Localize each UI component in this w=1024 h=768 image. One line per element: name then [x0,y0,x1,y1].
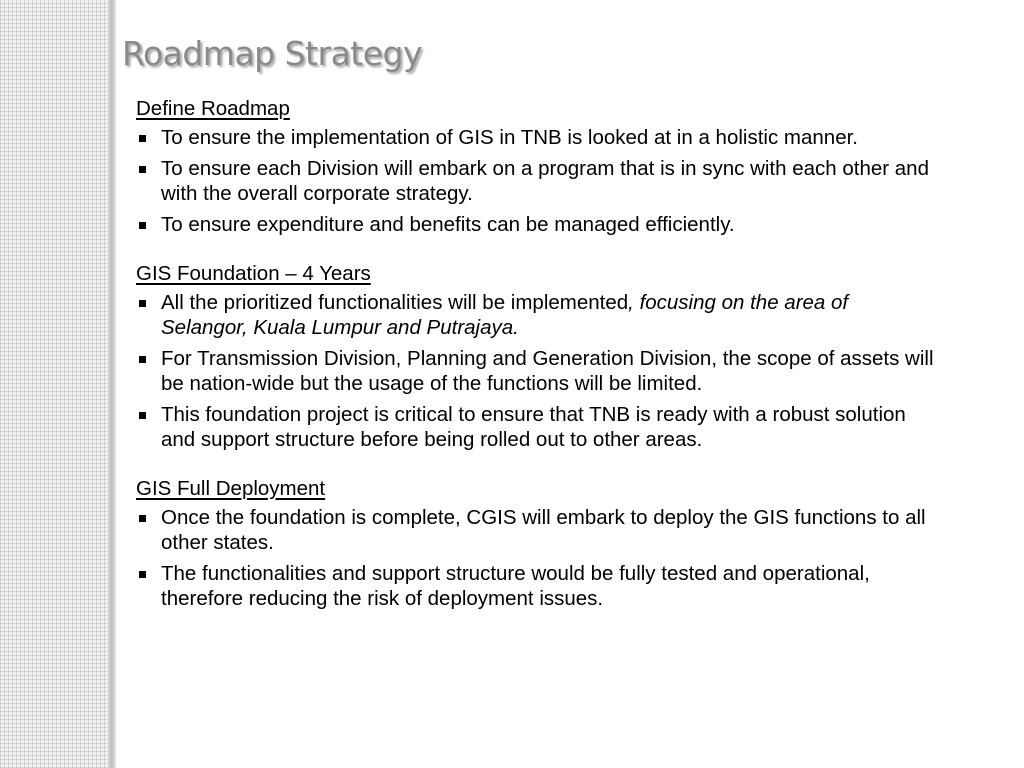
bullet-item [136,561,936,611]
decorative-grid-strip [0,0,110,768]
bullet-text: All the prioritized functionalities will be implemented [161,291,629,314]
bullet-list [136,290,936,452]
section-heading: Define Roadmap [136,97,290,120]
bullet-text: To ensure each Division will embark on a program that is in sync with each other and with the overall corporate strategy. [161,157,929,205]
bullet-list [136,125,936,237]
section-define-roadmap [136,96,936,237]
bullet-item [136,402,936,452]
bullet-item [136,346,936,396]
section-gis-foundation [136,261,936,452]
slide-title: Roadmap Strategy [122,34,423,73]
bullet-text: To ensure expenditure and benefits can be managed efficiently. [161,213,735,236]
bullet-item [136,212,936,237]
section-heading: GIS Foundation – 4 Years [136,262,371,285]
bullet-text: Once the foundation is complete, CGIS will embark to deploy the GIS functions to all other states. [161,506,926,554]
slide-body [136,96,936,617]
bullet-text: For Transmission Division, Planning and Generation Division, the scope of assets will be nation-wide but the usage of the functions will be limited. [161,347,934,395]
bullet-text: The functionalities and support structure would be fully tested and operational, therefore reducing the risk of deployment issues. [161,562,870,610]
bullet-list [136,505,936,611]
bullet-item [136,290,936,340]
bullet-text: To ensure the implementation of GIS in TNB is looked at in a holistic manner. [161,126,858,149]
decorative-strip-edge [108,0,116,768]
bullet-item [136,125,936,150]
bullet-italic-text: , focusing on the area of Selangor, Kuala Lumpur and Putrajaya. [161,291,849,339]
bullet-item [136,156,936,206]
section-gis-full-deployment [136,476,936,611]
bullet-text: This foundation project is critical to ensure that TNB is ready with a robust solution and support structure before being rolled out to other areas. [161,403,906,451]
section-heading: GIS Full Deployment [136,477,326,500]
bullet-item [136,505,936,555]
